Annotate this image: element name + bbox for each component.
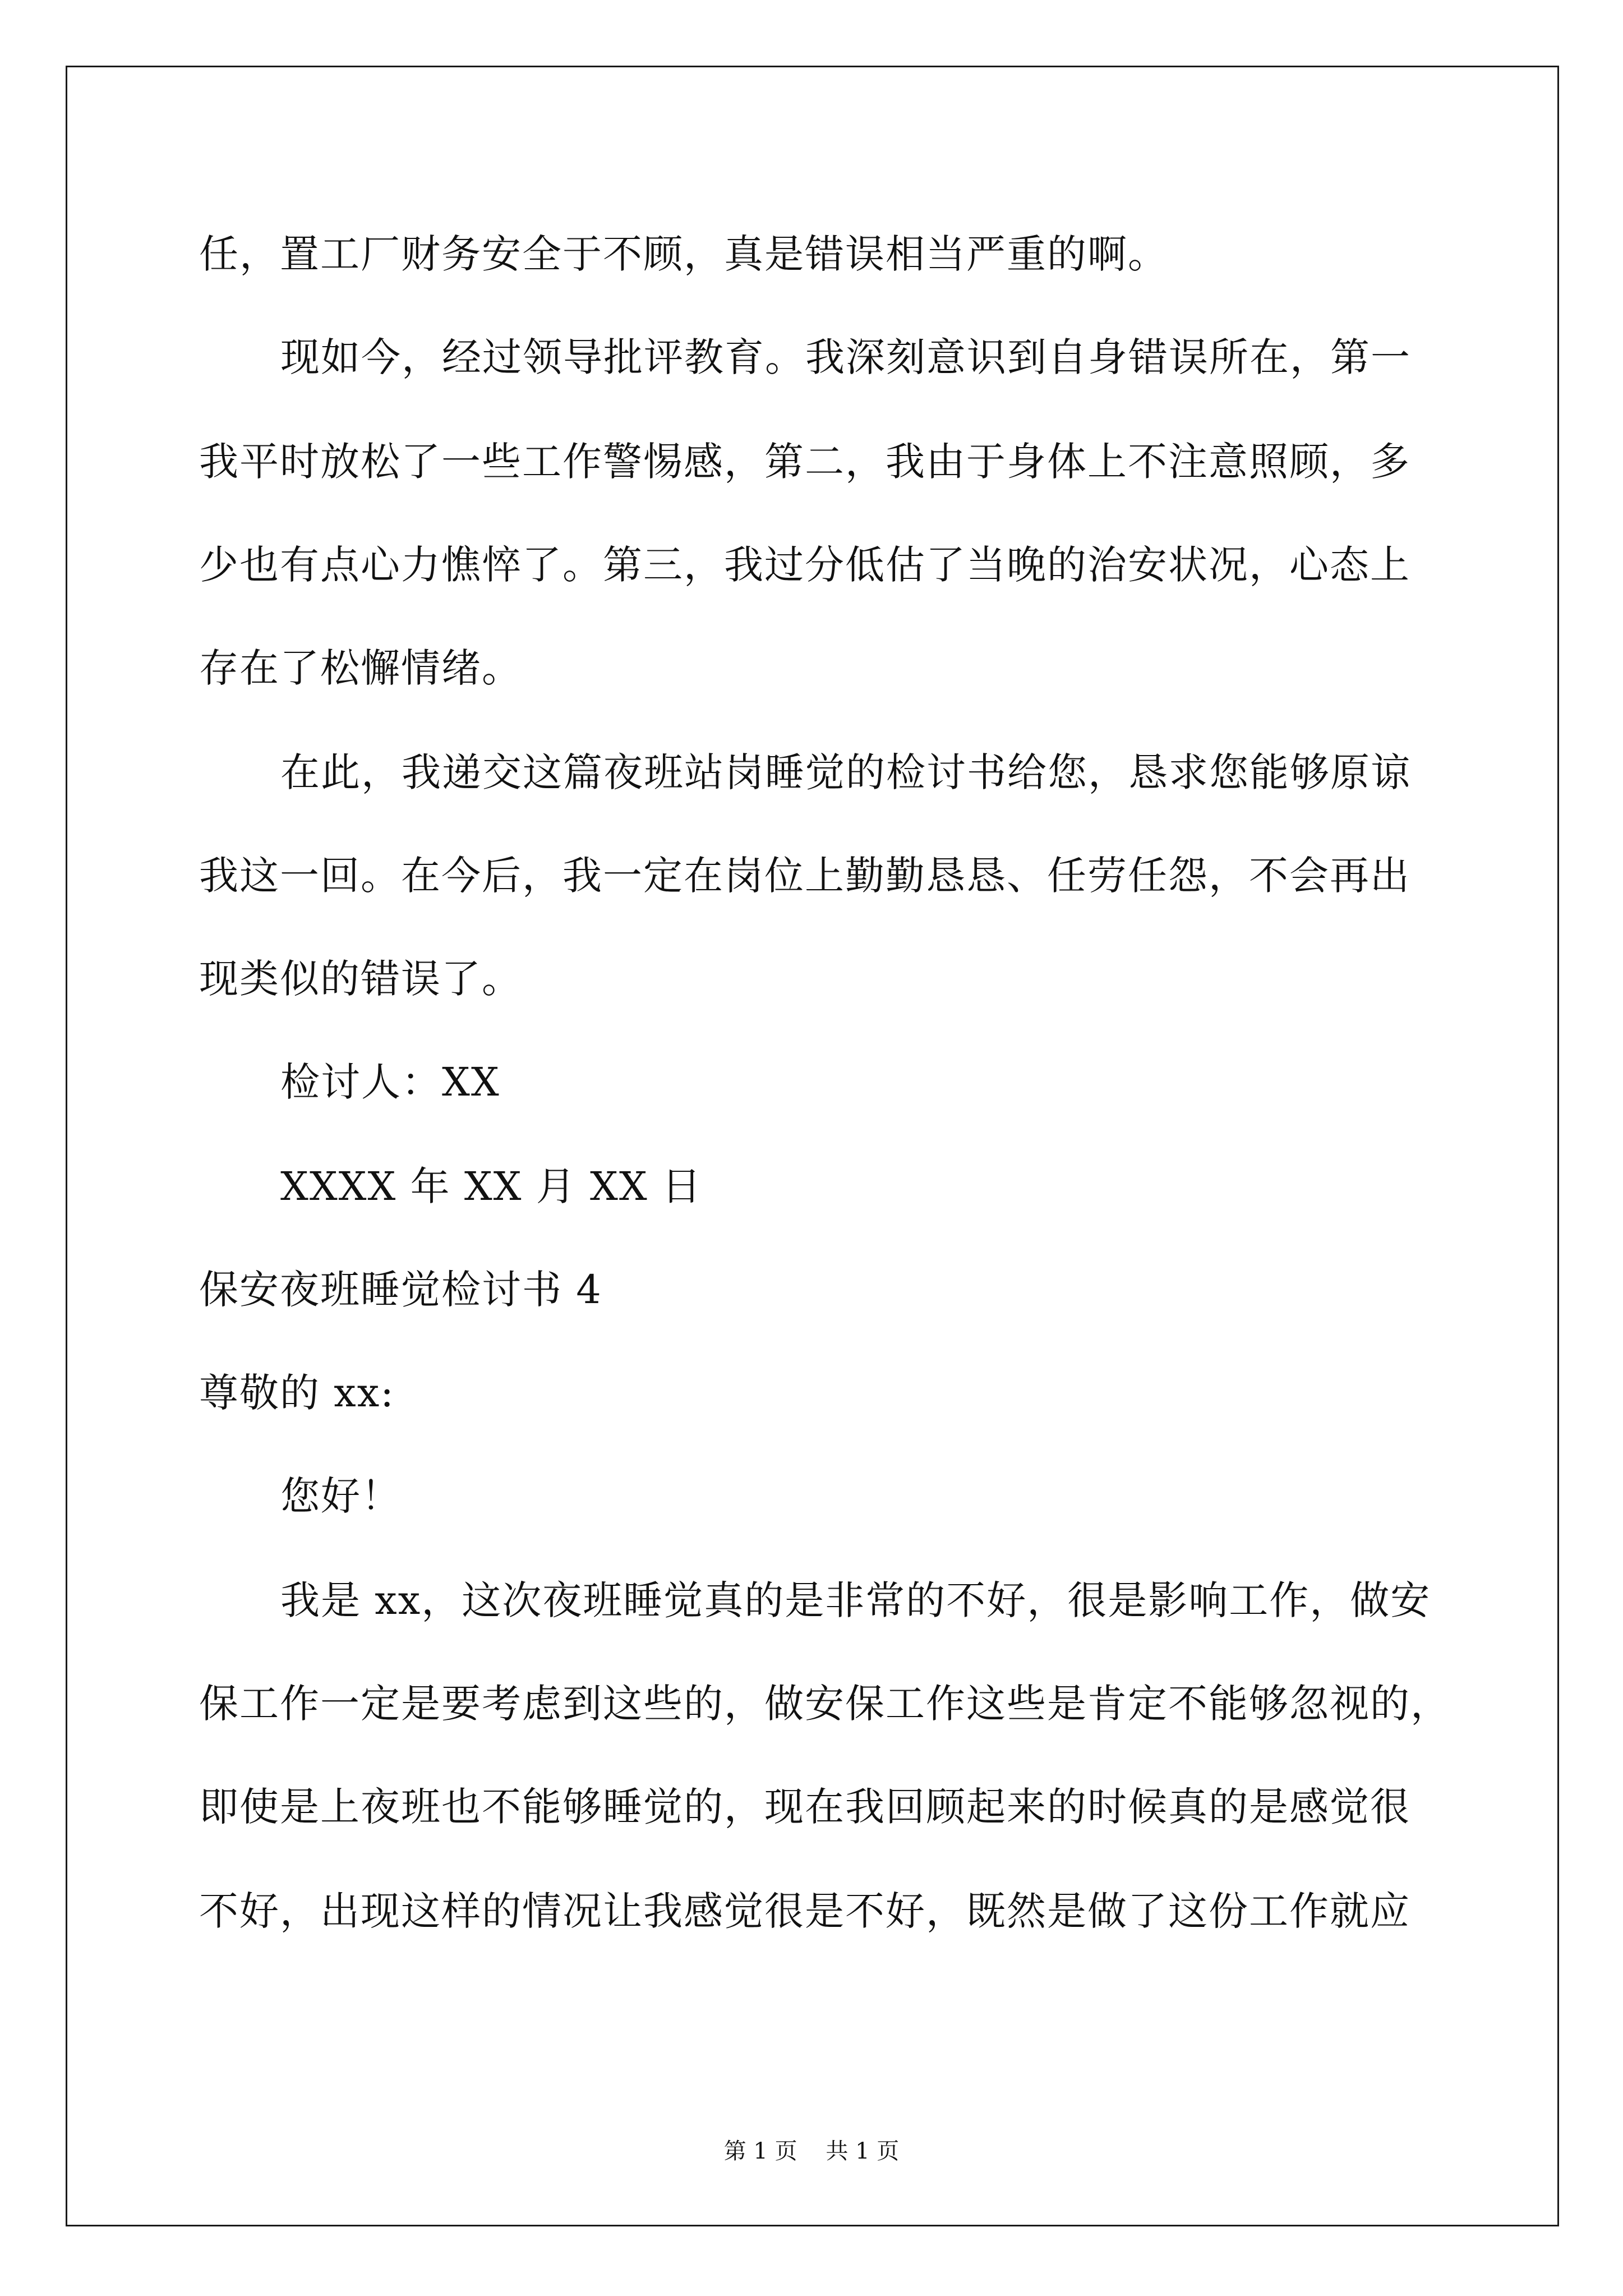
paragraph-line: 保工作一定是要考虑到这些的，做安保工作这些是肯定不能够忽视的， (199, 1681, 1451, 1727)
greeting: 您好！ (280, 1473, 402, 1519)
page-number-footer: 第 1 页 共 1 页 (723, 2138, 900, 2164)
paragraph-line: 存在了松懈情绪。 (199, 645, 522, 691)
paragraph-line: 任，置工厂财务安全于不顾，真是错误相当严重的啊。 (199, 231, 1168, 277)
date-line: XXXX 年 XX 月 XX 日 (280, 1163, 702, 1209)
signature-line: 检讨人：XX (280, 1059, 500, 1105)
salutation: 尊敬的 xx: (199, 1370, 395, 1416)
paragraph-line: 在此，我递交这篇夜班站岗睡觉的检讨书给您，恳求您能够原谅 (280, 749, 1411, 795)
paragraph-line: 即使是上夜班也不能够睡觉的，现在我回顾起来的时候真的是感觉很 (199, 1784, 1410, 1830)
paragraph-line: 不好，出现这样的情况让我感觉很是不好，既然是做了这份工作就应 (199, 1888, 1410, 1934)
paragraph-line: 少也有点心力憔悴了。第三，我过分低估了当晚的治安状况，心态上 (199, 542, 1410, 588)
paragraph-line: 现如今，经过领导批评教育。我深刻意识到自身错误所在，第一 (280, 334, 1411, 380)
paragraph-line: 现类似的错误了。 (199, 956, 522, 1002)
paragraph-line: 我是 xx，这次夜班睡觉真的是非常的不好，很是影响工作，做安 (280, 1577, 1431, 1623)
section-title: 保安夜班睡觉检讨书 4 (199, 1267, 602, 1313)
paragraph-line: 我这一回。在今后，我一定在岗位上勤勤恳恳、任劳任怨，不会再出 (199, 853, 1410, 899)
paragraph-line: 我平时放松了一些工作警惕感，第二，我由于身体上不注意照顾，多 (199, 439, 1410, 485)
